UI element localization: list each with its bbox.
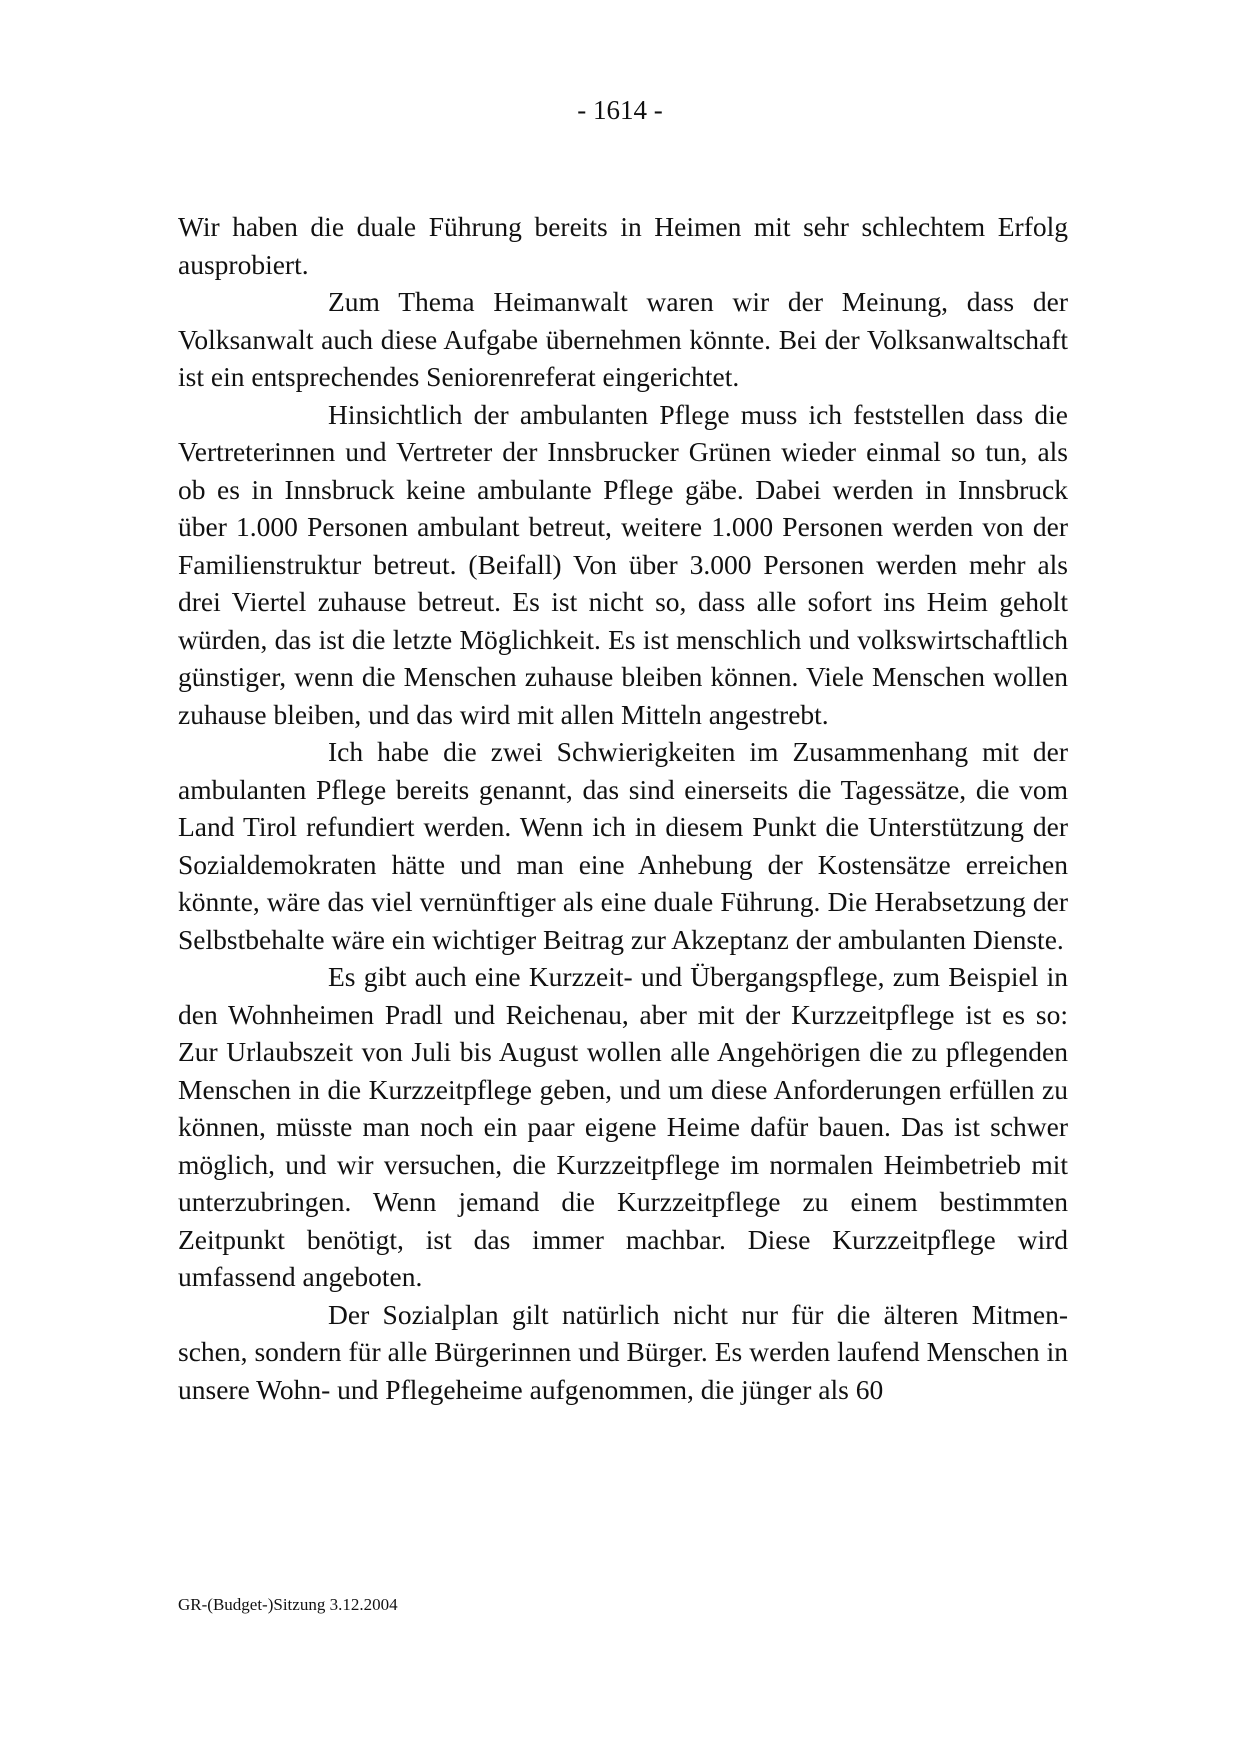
page-number: - 1614 - (577, 95, 663, 125)
paragraph-3: Hinsichtlich der ambulanten Pflege muss ich feststellen dass die Vertreterinnen und Vertreter der Innsbrucker Grünen wieder einmal so tun, als ob es in Innsbruck keine ambulante Pflege gäbe. Dabei werden in Innsbruck über 1.000 Personen ambulant betreut, weitere 1.000 Personen werden von der Familienstruktur betreut. (Beifall) Von über 3.000 Personen werden mehr als drei Viertel zuhause betreut. Es ist nicht so, dass alle sofort ins Heim geholt würden, das ist die letzte Möglichkeit. Es ist menschlich und volkswirtschaftlich günstiger, wenn die Menschen zuhause bleiben können. Viele Menschen wollen zuhause bleiben, und das wird mit allen Mitteln angestrebt. (178, 398, 1068, 730)
footer-session-label: GR-(Budget-)Sitzung 3.12.2004 (178, 1595, 398, 1614)
document-body (178, 208, 1068, 1408)
paragraph-2: Zum Thema Heimanwalt waren wir der Meinung, dass der Volksanwalt auch diese Aufgabe übernehmen könnte. Bei der Volksanwaltschaft ist ein entsprechendes Seniorenreferat eingerichtet. (178, 286, 1068, 392)
paragraph-6: Der Sozialplan gilt natürlich nicht nur für die älteren Mitmenschen, sondern für alle Bürgerinnen und Bürger. Es werden laufend Menschen in unsere Wohn- und Pflegeheime aufgenommen, die jünger als 60 (178, 1298, 1068, 1405)
paragraph-1: Wir haben die duale Führung bereits in Heimen mit sehr schlechtem Erfolg ausprobiert. (178, 211, 1068, 280)
paragraph-4: Ich habe die zwei Schwierigkeiten im Zusammenhang mit der ambulanten Pflege bereits genannt, das sind einerseits die Tagessätze, die vom Land Tirol refundiert werden. Wenn ich in diesem Punkt die Unterstützung der Sozialdemokraten hätte und man eine Anhebung der Kostensätze erreichen könnte, wäre das viel vernünftiger als eine duale Führung. Die Herabsetzung der Selbstbehalte wäre ein wichtiger Beitrag zur Akzeptanz der ambulanten Dienste. (178, 736, 1068, 955)
paragraph-5: Es gibt auch eine Kurzzeit- und Übergangspflege, zum Beispiel in den Wohnheimen Pradl und Reichenau, aber mit der Kurzzeitpflege ist es so: Zur Urlaubszeit von Juli bis August wollen alle Angehörigen die zu pflegenden Menschen in die Kurzzeitpflege geben, und um diese Anforderungen erfüllen zu können, müsste man noch ein paar eigene Heime dafür bauen. Das ist schwer möglich, und wir versuchen, die Kurzzeitpflege im normalen Heimbetrieb mit unterzubringen. Wenn jemand die Kurzzeitpflege zu einem bestimmten Zeitpunkt benötigt, ist das immer machbar. Diese Kurzzeitpflege wird umfassend angeboten. (178, 961, 1068, 1292)
